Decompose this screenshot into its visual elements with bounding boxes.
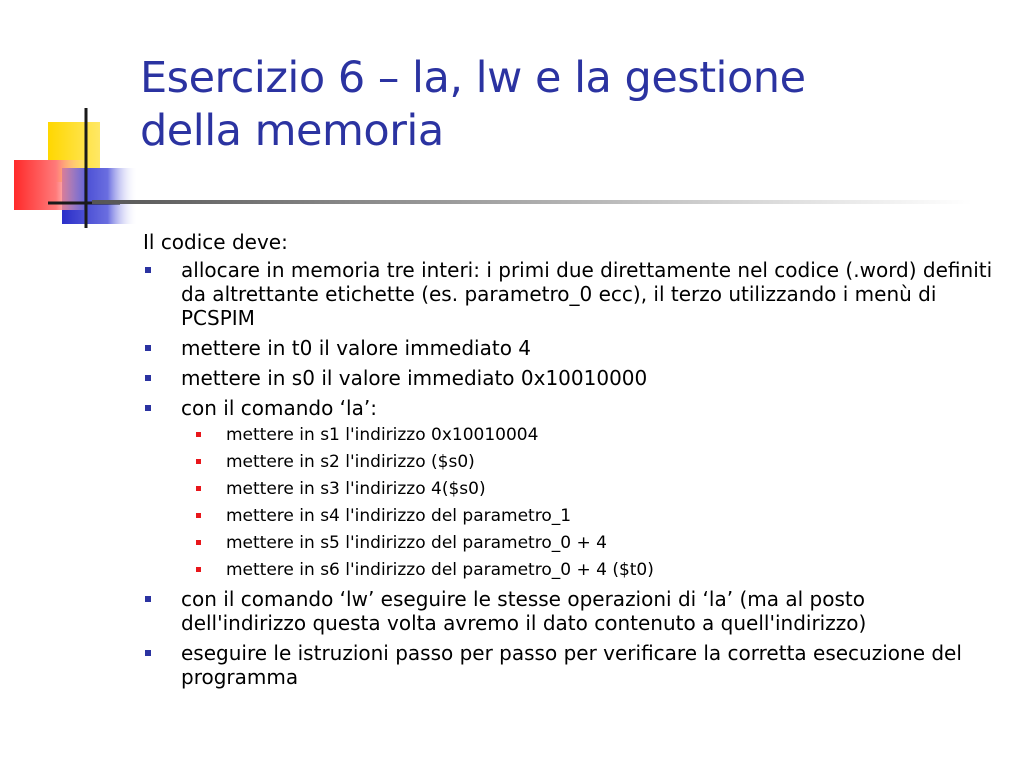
slide-title — [140, 52, 1000, 159]
bullet-item — [143, 396, 993, 581]
corner-decoration — [0, 0, 140, 240]
sub-bullet-item — [181, 532, 993, 554]
bullet-text: mettere in t0 il valore immediato 4 — [181, 336, 532, 360]
sub-bullet-text: mettere in s2 l'indirizzo ($s0) — [226, 452, 475, 472]
small-square-bullet-icon — [196, 567, 201, 572]
sub-bullet-text: mettere in s6 l'indirizzo del parametro_0 + 4 ($t0) — [226, 560, 654, 580]
bullet-text: allocare in memoria tre interi: i primi due direttamente nel codice (.word) definiti da altrettante etichette (es. parametro_0 ecc), il terzo utilizzando i menù di PCSPIM — [181, 258, 993, 330]
sub-bullet-item — [181, 478, 993, 500]
bullet-text: mettere in s0 il valore immediato 0x10010000 — [181, 366, 648, 390]
small-square-bullet-icon — [196, 459, 201, 464]
slide-body — [143, 230, 993, 695]
bullet-item — [143, 641, 993, 689]
intro-text: Il codice deve: — [143, 230, 288, 254]
bullet-item — [143, 366, 993, 390]
small-square-bullet-icon — [196, 432, 201, 437]
square-bullet-icon — [145, 596, 151, 602]
sub-bullet-text: mettere in s5 l'indirizzo del parametro_0 + 4 — [226, 533, 607, 553]
sub-bullet-item — [181, 559, 993, 581]
square-bullet-icon — [145, 405, 151, 411]
square-bullet-icon — [145, 345, 151, 351]
bullet-item — [143, 258, 993, 330]
sub-bullet-list — [181, 424, 993, 581]
sub-bullet-text: mettere in s4 l'indirizzo del parametro_1 — [226, 506, 572, 526]
small-square-bullet-icon — [196, 513, 201, 518]
small-square-bullet-icon — [196, 540, 201, 545]
square-bullet-icon — [145, 650, 151, 656]
sub-bullet-item — [181, 505, 993, 527]
sub-bullet-item — [181, 424, 993, 446]
bullet-item — [143, 587, 993, 635]
slide-title-line-1: Esercizio 6 – la, lw e la gestione — [140, 53, 806, 103]
sub-bullet-text: mettere in s3 l'indirizzo 4($s0) — [226, 479, 486, 499]
bullet-text: con il comando ‘lw’ eseguire le stesse operazioni di ‘la’ (ma al posto dell'indirizzo questa volta avremo il dato contenuto a quell'indirizzo) — [181, 587, 867, 635]
slide-title-line-2: della memoria — [140, 106, 444, 157]
title-divider — [92, 200, 972, 204]
bullet-text: con il comando ‘la’: — [181, 396, 377, 420]
square-bullet-icon — [145, 375, 151, 381]
square-bullet-icon — [145, 267, 151, 273]
bullet-list — [143, 258, 993, 689]
sub-bullet-item — [181, 451, 993, 473]
bullet-item — [143, 336, 993, 360]
bullet-text: eseguire le istruzioni passo per passo per verificare la corretta esecuzione del programma — [181, 641, 962, 689]
small-square-bullet-icon — [196, 486, 201, 491]
sub-bullet-text: mettere in s1 l'indirizzo 0x10010004 — [226, 425, 539, 445]
